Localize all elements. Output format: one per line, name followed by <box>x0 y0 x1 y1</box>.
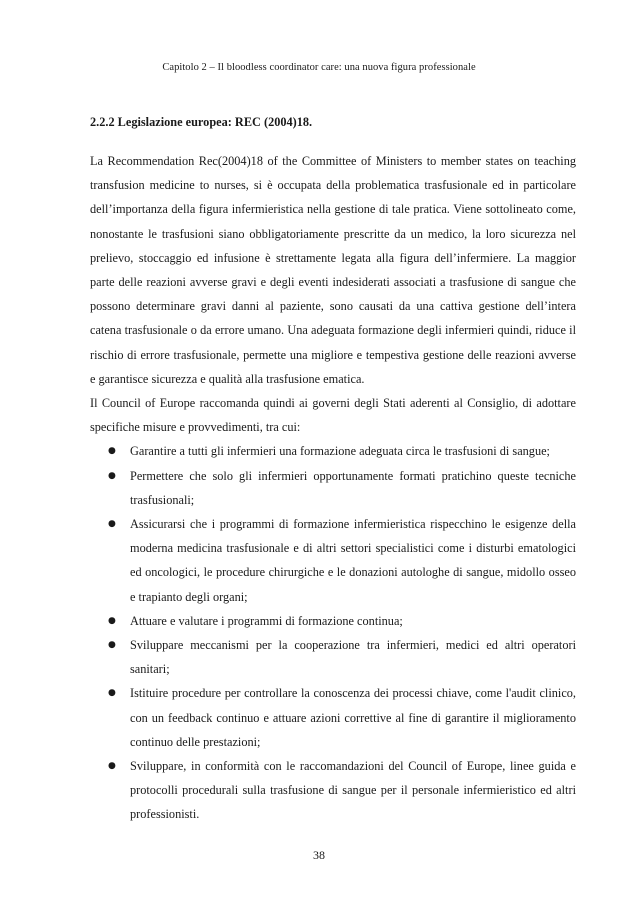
section-title: 2.2.2 Legislazione europea: REC (2004)18. <box>90 115 313 129</box>
bullet-icon: ● <box>108 470 116 481</box>
list-item <box>90 754 576 827</box>
bullet-icon: ● <box>108 615 116 626</box>
list-item <box>90 512 576 609</box>
list-item <box>90 681 576 754</box>
bullet-icon: ● <box>108 688 116 699</box>
list-item <box>90 464 576 512</box>
paragraph-recommendation: La Recommendation Rec(2004)18 of the Committee of Ministers to member states on teaching transfusion medicine to nurses, si è occupata della problematica trasfusionale ed in particolare dell’importanza della figura infermieristica nella gestione di tale pratica. Viene sottolineato come, nonostante le trasfusioni siano obbligatoriamente prescritte da un medico, la loro sicurezza nel prelievo, stoccaggio ed infusione è strettamente legata alla figura dell’infermiere. La maggior parte delle reazioni avverse gravi e degli eventi indesiderati associati a trasfusione di sangue che possono determinare gravi danni al paziente, sono causati da una cattiva gestione dell’intera catena trasfusionale o da errore umano. Una adeguata formazione degli infermieri quindi, riduce il rischio di errore trasfusionale, permette una migliore e tempestiva gestione delle reazioni avverse e garantisce sicurezza e qualità alla trasfusione ematica. <box>90 154 576 386</box>
list-item-text: Sviluppare, in conformità con le raccomandazioni del Council of Europe, linee guida e protocolli procedurali sulla trasfusione di sangue per il personale infermieristico ed altri professionisti. <box>130 759 576 822</box>
paragraph-council-intro: Il Council of Europe raccomanda quindi ai governi degli Stati aderenti al Consiglio, di adottare specifiche misure e provvedimenti, tra cui: <box>90 396 576 435</box>
list-item <box>90 633 576 681</box>
bullet-icon: ● <box>108 640 116 651</box>
page-body <box>90 113 576 827</box>
running-header: Capitolo 2 – Il bloodless coordinator care: una nuova figura professionale <box>162 62 476 73</box>
bullet-icon: ● <box>108 446 116 457</box>
list-item <box>90 439 576 463</box>
list-item <box>90 609 576 633</box>
list-item-text: Permettere che solo gli infermieri opportunamente formati pratichino queste tecniche trasfusionali; <box>130 468 576 507</box>
measures-list <box>90 439 576 826</box>
bullet-icon: ● <box>108 519 116 530</box>
list-item-text: Assicurarsi che i programmi di formazione infermieristica rispecchino le esigenze della moderna medicina trasfusionale e di altri settori specialistici come i disturbi ematologici ed oncologici, le procedure chirurgiche e le donazioni autologhe di sangue, midollo osseo e trapianto degli organi; <box>130 517 576 604</box>
page-number: 38 <box>313 848 325 862</box>
list-item-text: Attuare e valutare i programmi di formazione continua; <box>130 613 403 628</box>
list-item-text: Garantire a tutti gli infermieri una formazione adeguata circa le trasfusioni di sangue; <box>130 444 550 459</box>
bullet-icon: ● <box>108 761 116 772</box>
list-item-text: Istituire procedure per controllare la conoscenza dei processi chiave, come l'audit clinico, con un feedback continuo e attuare azioni correttive al fine di garantire il miglioramento continuo delle prestazioni; <box>130 686 576 749</box>
list-item-text: Sviluppare meccanismi per la cooperazione tra infermieri, medici ed altri operatori sanitari; <box>130 638 576 677</box>
